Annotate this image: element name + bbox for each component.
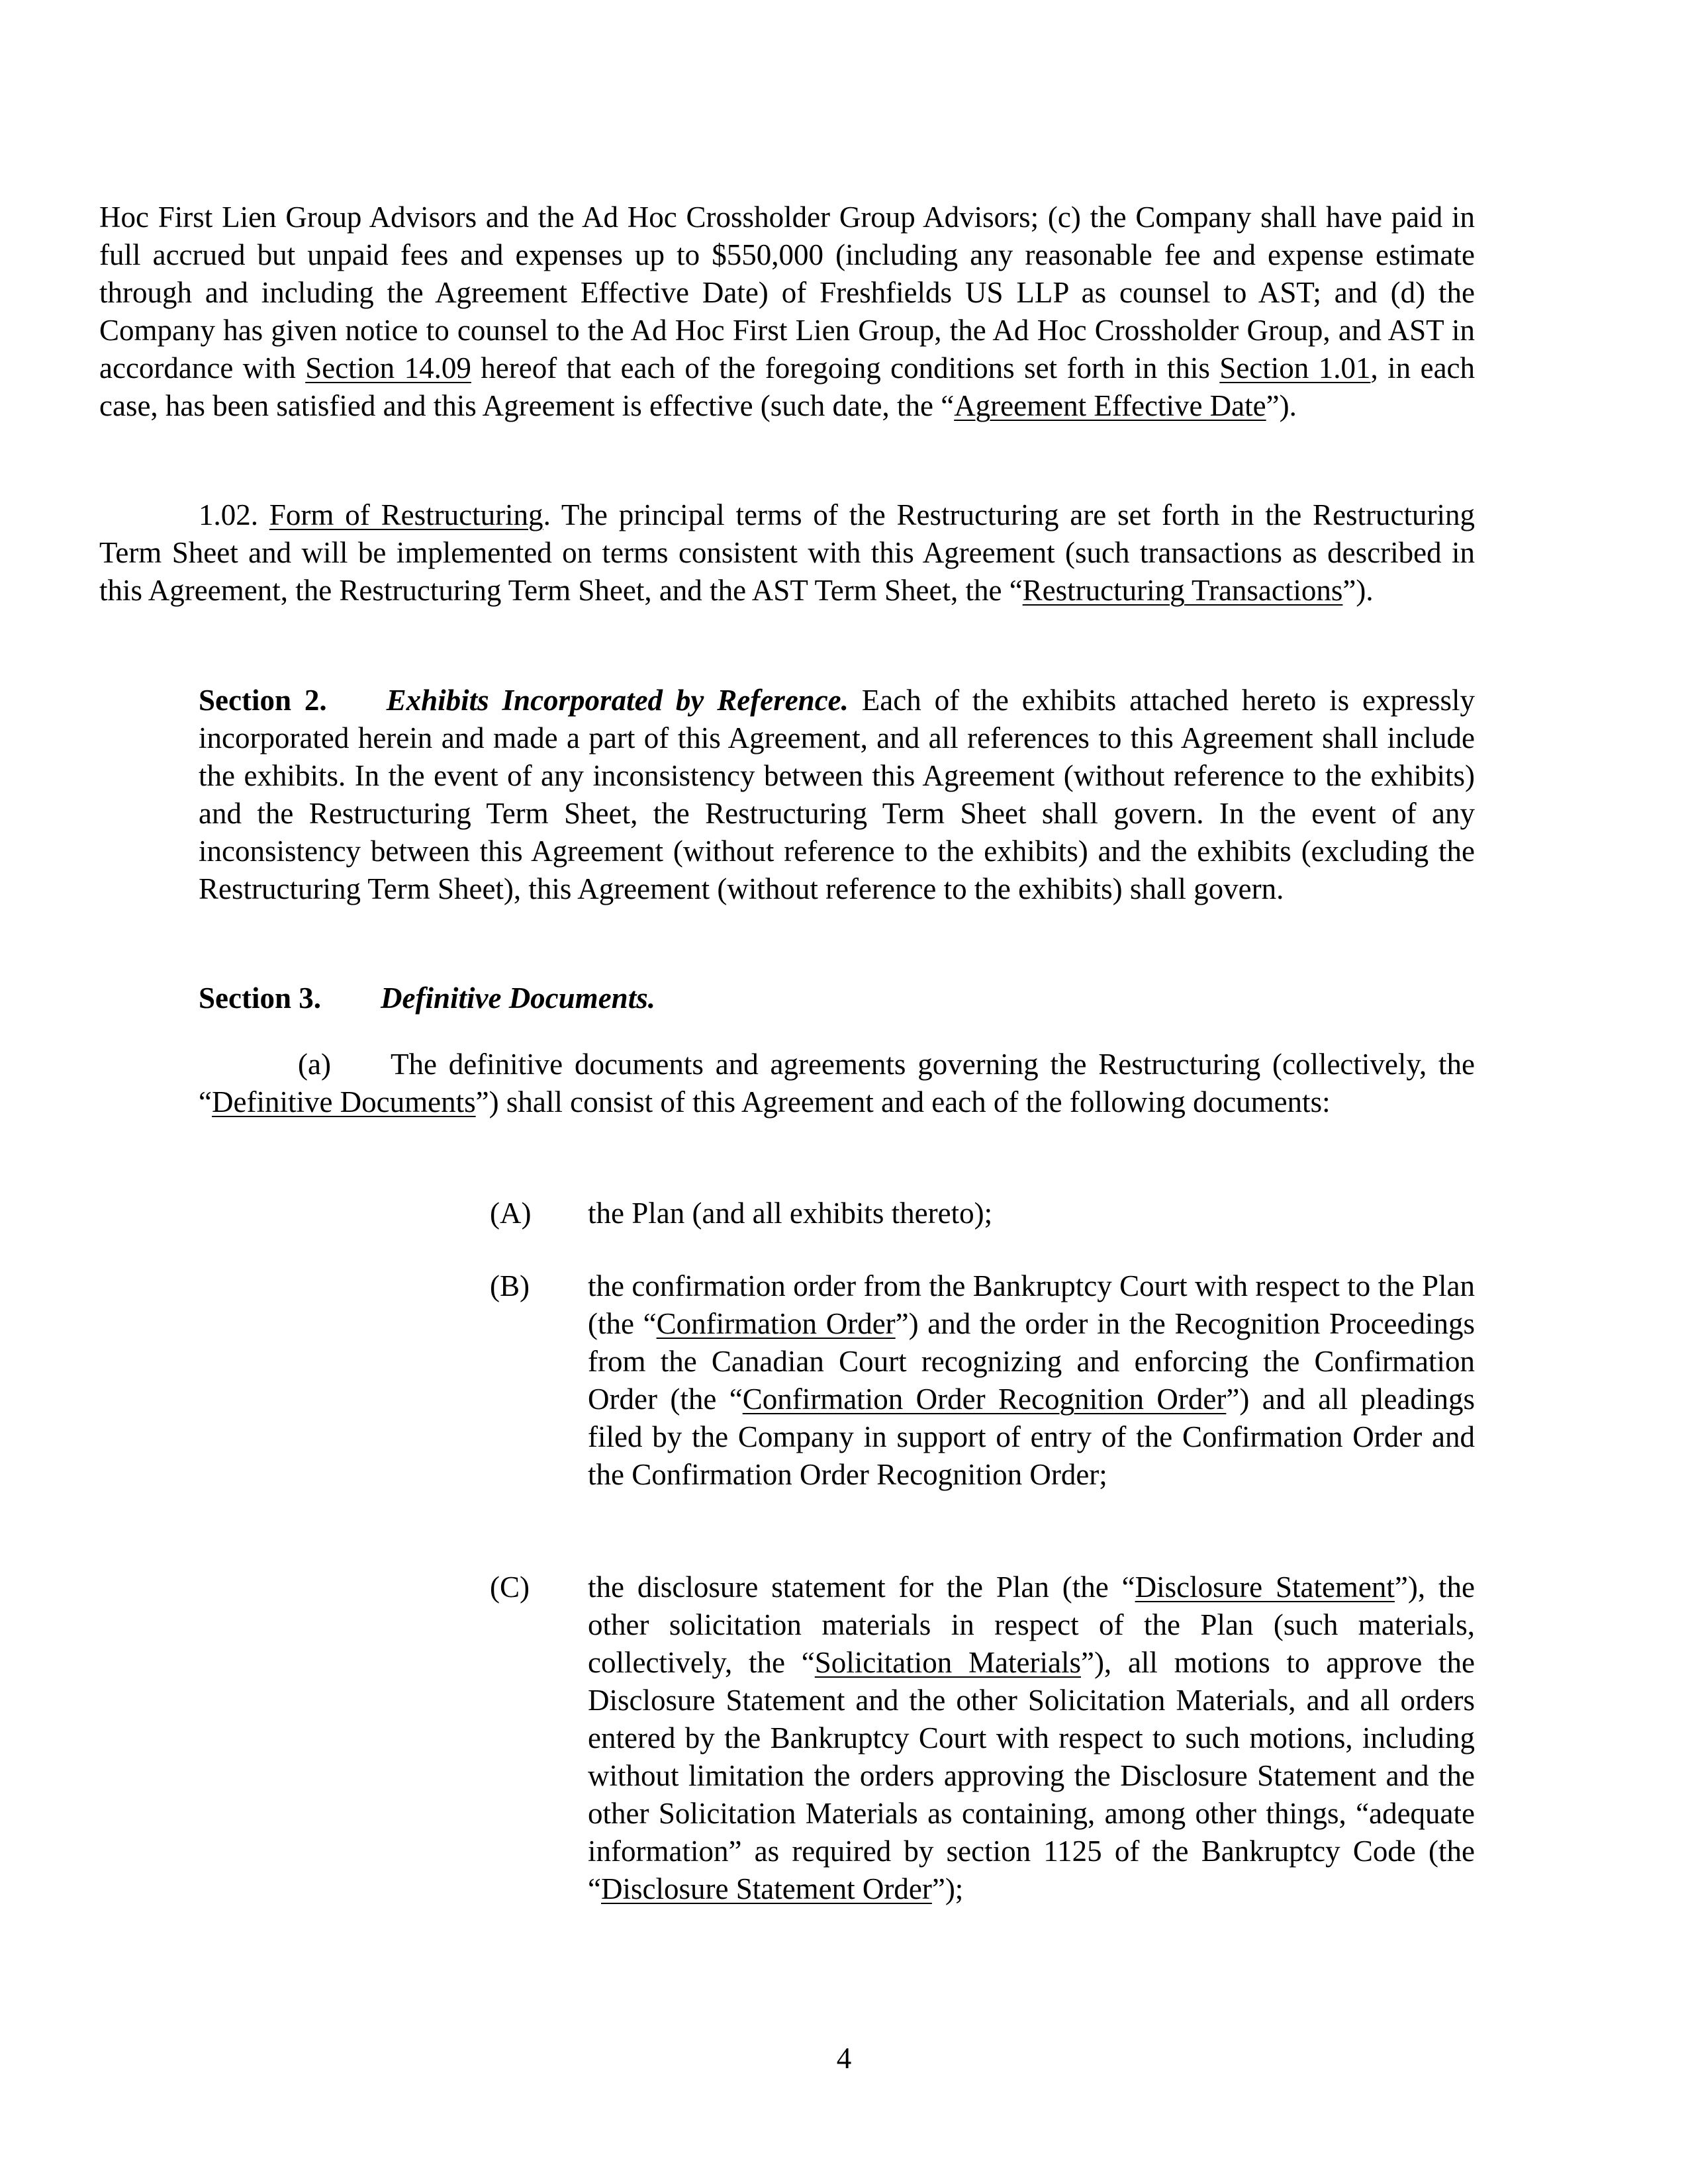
paragraph-text: ”) shall consist of this Agreement and each of the following documents:: [475, 1085, 1331, 1118]
intro-text: , in each case, has been satisfied and this Agreement is effective (such date, the “: [99, 351, 1476, 422]
list-item: [490, 1267, 1475, 1532]
paragraph-a: [199, 1046, 1475, 1121]
intro-text: hereof that each of the foregoing conditions set forth in this: [471, 351, 1220, 385]
section-2-title: Exhibits Incorporated by Reference.: [386, 684, 849, 717]
defined-term-disclosure-statement-order: Disclosure Statement Order: [600, 1872, 932, 1905]
list-item-label: (C): [490, 1570, 530, 1604]
defined-term-definitive-documents: Definitive Documents: [211, 1085, 476, 1118]
intro-text: ”).: [1266, 389, 1297, 422]
defined-term-agreement-effective-date: Agreement Effective Date: [954, 389, 1266, 422]
item-text: ”) and all pleadings filed by the Company in support of entry of the Confirmation Order and the Confirmation Order Recognition Order;: [588, 1383, 1475, 1491]
list-item-label: (A): [490, 1197, 532, 1230]
list-item: [490, 1569, 1475, 1952]
list-item-text: [588, 1267, 1475, 1494]
section-3-label: Section 3.: [199, 981, 321, 1015]
defined-term-disclosure-statement: Disclosure Statement: [1135, 1570, 1395, 1604]
section-text: . The principal terms of the Restructuring are set forth in the Restructuring Term Sheet and will be implemented on terms consistent with this Agreement (such transactions as described in this Agreement, the Restructuring Term Sheet, and the AST Term Sheet, the “: [99, 498, 1476, 607]
section-heading: Form of Restructuring: [269, 498, 543, 531]
section-1-02-paragraph: [99, 496, 1475, 610]
item-text: ”);: [931, 1872, 964, 1905]
paragraph-label: (a): [298, 1048, 331, 1081]
list-item-label: (B): [490, 1269, 530, 1302]
section-number: 1.02.: [199, 498, 258, 531]
section-2-paragraph: [199, 682, 1475, 908]
section-text: ”).: [1342, 574, 1374, 607]
cross-reference-section-1-01: Section 1.01: [1219, 351, 1371, 385]
list-item: [490, 1195, 1475, 1234]
item-text: the disclosure statement for the Plan (the “: [588, 1570, 1135, 1604]
item-text: the confirmation order from the Bankruptcy Court with respect to the Plan (the “: [588, 1269, 1475, 1340]
defined-term-restructuring-transactions: Restructuring Transactions: [1022, 574, 1343, 607]
paragraph-text: The definitive documents and agreements governing the Restructuring (collectively, the “: [199, 1048, 1475, 1118]
list-item-text: the Plan (and all exhibits thereto);: [588, 1197, 993, 1230]
intro-paragraph: [99, 199, 1475, 425]
page-number: 4: [836, 2042, 852, 2075]
section-3-title: Definitive Documents.: [381, 981, 655, 1015]
defined-term-solicitation-materials: Solicitation Materials: [814, 1646, 1081, 1679]
intro-text: Hoc First Lien Group Advisors and the Ad Hoc Crossholder Group Advisors; (c) the Company shall have paid in full accrued but unpaid fees and expenses up to $550,000 (including any reasonable fee and expense estimate through and including the Agreement Effective Date) of Freshfields US LLP as counsel to AST; and (d) the Company has given notice to counsel to the Ad Hoc First Lien Group, the Ad Hoc Crossholder Group, and AST in accordance with: [99, 201, 1475, 385]
defined-term-confirmation-order-recognition-order: Confirmation Order Recognition Order: [742, 1383, 1227, 1416]
section-2-body: Each of the exhibits attached hereto is expressly incorporated herein and made a part of this Agreement, and all references to this Agreement shall include the exhibits. In the event of any inconsistency between this Agreement (without reference to the exhibits) and the Restructuring Term Sheet, the Restructuring Term Sheet shall govern. In the event of any inconsistency between this Agreement (without reference to the exhibits) and the exhibits (excluding the Restructuring Term Sheet), this Agreement (without reference to the exhibits) shall govern.: [199, 684, 1475, 905]
cross-reference-section-14-09: Section 14.09: [305, 351, 471, 385]
section-2-label: Section 2.: [199, 684, 327, 717]
list-item-text: [588, 1569, 1475, 1908]
defined-term-confirmation-order: Confirmation Order: [656, 1307, 896, 1340]
item-text: ”), the other solicitation materials in respect of the Plan (such materials, collectively, the “: [588, 1570, 1476, 1679]
item-text: ”), all motions to approve the Disclosure Statement and the other Solicitation Materials, and all orders entered by the Bankruptcy Court with respect to such motions, including without limitation the orders approving the Disclosure Statement and the other Solicitation Materials as containing, among other things, “adequate information” as required by section 1125 of the Bankruptcy Code (the “: [588, 1646, 1475, 1905]
section-3-heading: [199, 979, 1475, 1017]
item-text: ”) and the order in the Recognition Proceedings from the Canadian Court recognizing and enforcing the Confirmation Order (the “: [588, 1307, 1475, 1416]
